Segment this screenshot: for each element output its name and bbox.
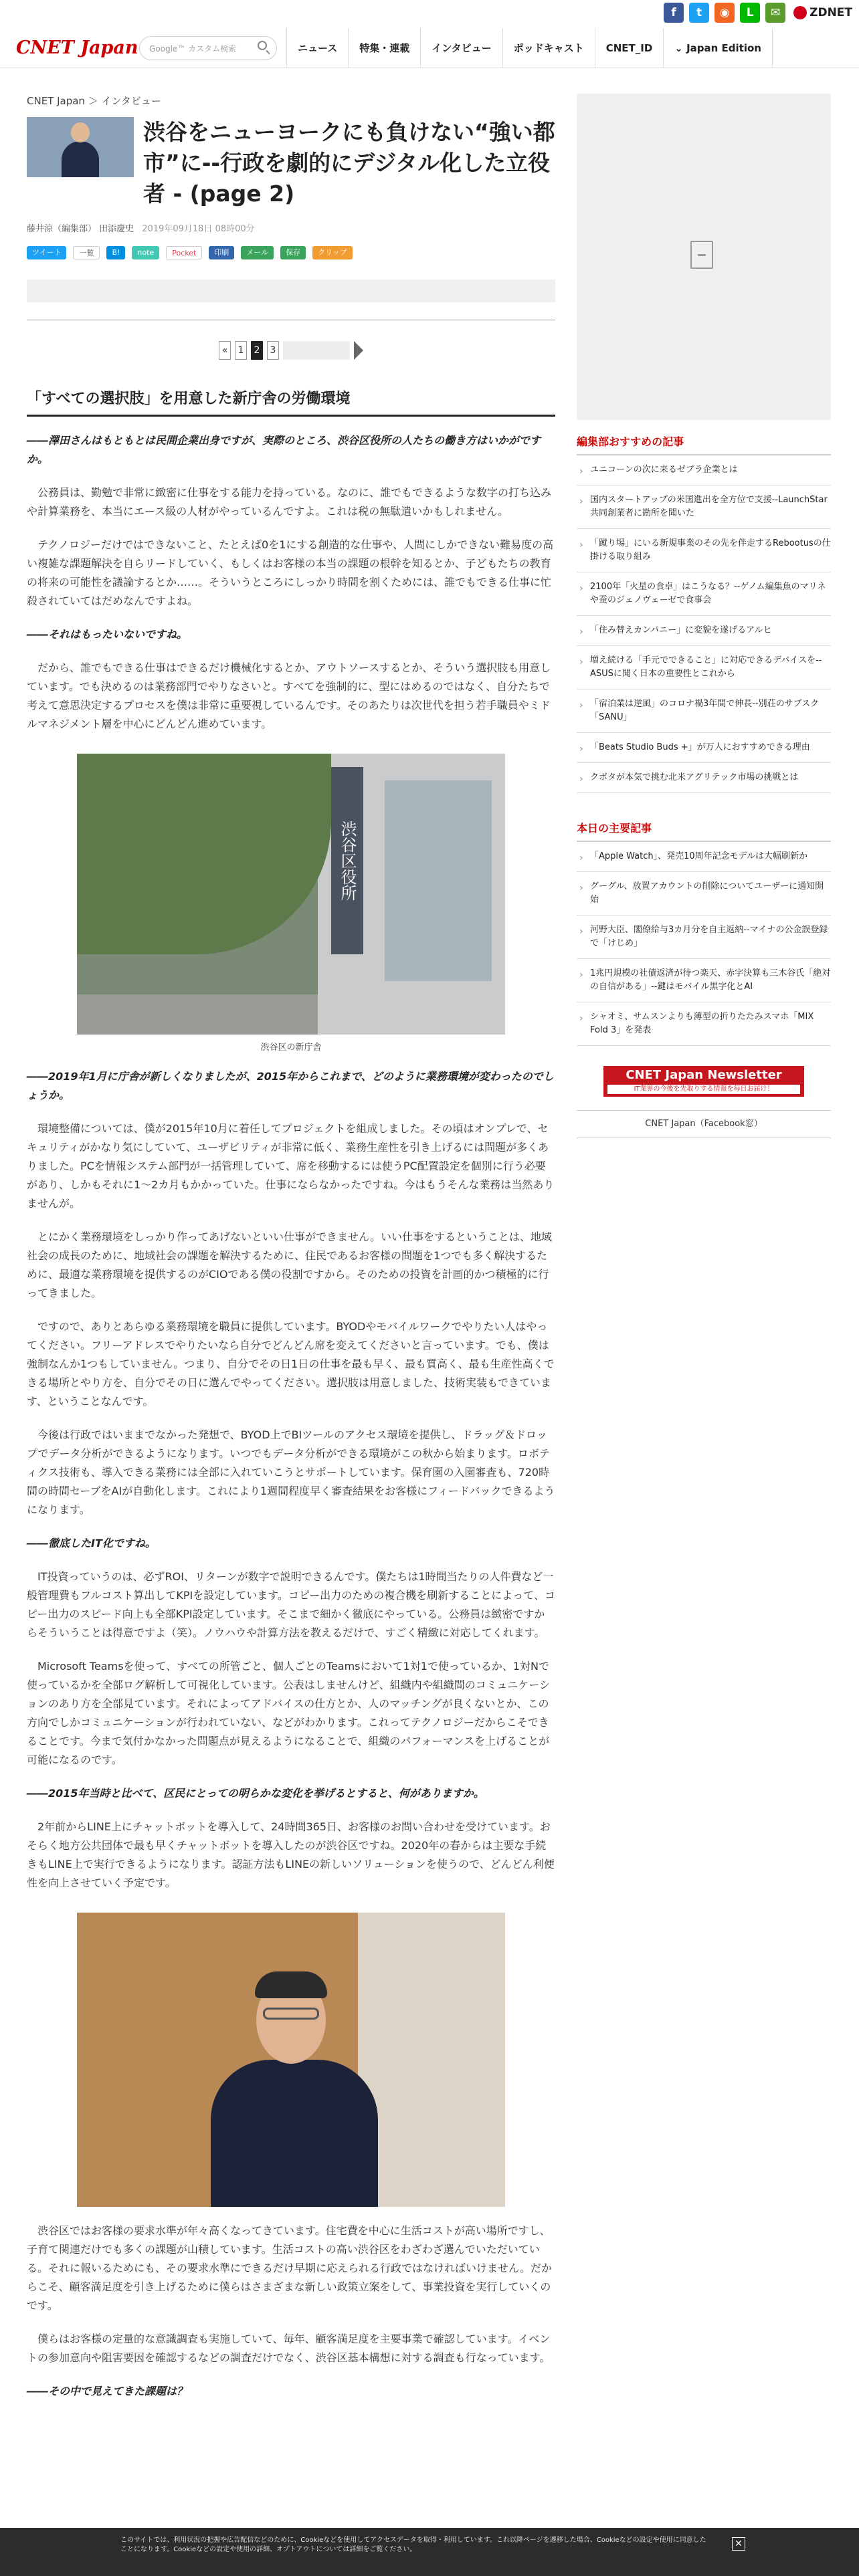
zdnet-logo-icon <box>793 6 807 19</box>
paragraph: 環境整備については、僕が2015年10月に着任してプロジェクトを組成しました。その頃はオンプレで、セキュリティがかなり気にしていて、ユーザビリティが非常に低く、業務生産性を引き上げるには問題が多くありました。PCを情報システム部門が一括管理していて、席を移動するには使うPC配置設定を個別に行う必要があり、しかもそれに1〜2カ月もかかっていた。仕事にならなかったですね。今はもうそんな業務は当然ありませんが。 <box>27 1122 555 1210</box>
paragraph: 僕らはお客様の定量的な意識調査も実施していて、毎年、顧客満足度を主要事業で確認しています。イベントの参加意向や阻害要因を確認するなどの調査だけでなく、渋谷区基本構想に対する調査も行なっています。 <box>27 2333 551 2364</box>
office-photo <box>77 754 505 1035</box>
byline <box>27 221 555 234</box>
tweet-button[interactable]: ツイート <box>27 246 66 259</box>
line-icon[interactable]: L <box>740 3 760 23</box>
question: ――その中で見えてきた課題は？ <box>27 2385 188 2397</box>
paragraph: テクノロジーだけではできないこと、たとえば0を1にする創造的な仕事や、人間にしかできない難易度の高い複雑な課題解決を自らリードしていく、もしくはお客様の本当の課題の根幹を知るとか、子どもたちの教育の将来の可能性を議論するとか……。そういうところにしっかり時間を割くためには、誰でもできる仕事に忙殺されていてはだめなんですよね。 <box>27 538 554 607</box>
save-button[interactable]: 保存 <box>280 246 306 259</box>
nav-podcast[interactable]: ポッドキャスト <box>502 28 595 68</box>
list-item[interactable]: › 「蹴り場」にいる新規事業のその先を伴走するRebootusの仕掛ける取り組み <box>577 529 831 572</box>
paragraph: 公務員は、勤勉で非常に緻密に仕事をする能力を持っている。なのに、誰でもできるような数字の打ち込みや計算業務を、本当にエース級の人材がやっているんですよ。これは税の無駄遣いかもしれません。 <box>27 486 552 518</box>
office-sign: 渋谷区役所 <box>331 767 363 954</box>
mail-button[interactable]: メール <box>241 246 274 259</box>
author[interactable]: 藤井涼（編集部） 田添慶史 <box>27 224 134 234</box>
chevron-right-icon: › <box>579 466 583 477</box>
pager-first[interactable]: « <box>219 341 231 360</box>
nav-links <box>286 28 773 68</box>
list-item[interactable]: › グーグル、放置アカウントの削除についてユーザーに通知開始 <box>577 872 831 916</box>
chevron-right-icon: › <box>579 496 583 507</box>
figure-new-office <box>77 754 505 1053</box>
sidebar-ad[interactable] <box>577 94 831 420</box>
paragraph: 2年前からLINE上にチャットボットを導入して、24時間365日、お客様のお問い合わせを受けています。おそらく地方公共団体で最も早くチャットボットを導入したのが渋谷区ですね。2020年の春からは主要な手続きもLINE上で実行できるようになります。認証方法もLINEの新しいソリューションを使うので、どんどん利便性を向上させていく予定です。 <box>27 1820 555 1889</box>
section-heading: 「すべての選択肢」を用意した新庁舎の労働環境 <box>27 387 555 417</box>
recommend-heading: 編集部おすすめの記事 <box>577 433 831 455</box>
document-icon <box>690 241 713 269</box>
list-item[interactable]: › 増え続ける「手元でできること」に対応できるデバイスを--ASUSに聞く日本の重要性とこれから <box>577 646 831 689</box>
list-item[interactable]: › 国内スタートアップの米国進出を全方位で支援--LaunchStar共同創業者に勘所を聞いた <box>577 486 831 529</box>
recommend-list <box>577 455 831 793</box>
chevron-down-icon: ⌄ <box>674 42 687 54</box>
chevron-right-icon: › <box>579 774 583 784</box>
page-title: 渋谷をニューヨークにも負けない“強い都市”に--行政を劇的にデジタル化した立役者 - (page 2) <box>143 119 555 207</box>
facebook-icon[interactable]: f <box>664 3 684 23</box>
top-stories-list <box>577 842 831 1046</box>
chevron-right-icon: › <box>579 583 583 594</box>
chevron-right-icon: › <box>579 744 583 754</box>
paragraph: だから、誰でもできる仕事はできるだけ機械化するとか、アウトソースするとか、そういう選択肢も用意しています。でも決めるのは業務部門でやりなさいと。すべてを強制的に、型にはめるのではなく、自分たちで考えて意思決定するプロセスを僕は非常に重要視しているんです。そのあたりは次世代を担う若手職員やミドルマネジメント層を中心にどんどん進めています。 <box>27 661 551 730</box>
chevron-right-icon: › <box>579 926 583 937</box>
list-item[interactable]: › 「宿泊業は逆風」のコロナ禍3年間で伸長--別荘のサブスク「SANU」 <box>577 689 831 733</box>
chevron-right-icon: › <box>579 1013 583 1024</box>
chevron-right-icon: › <box>579 627 583 637</box>
list-item[interactable]: › 1兆円規模の社債返済が待つ楽天、赤字決算も三木谷氏「絶対の自信がある」--鍵はモバイル黒字化とAI <box>577 959 831 1002</box>
chevron-right-icon: › <box>579 883 583 893</box>
article-thumbnail <box>27 117 134 177</box>
sidebar <box>577 94 831 1138</box>
list-item[interactable]: › 2100年「火星の食卓」はこうなる？--ゲノム編集魚のマリネや蚕のジェノヴェーゼで食事会 <box>577 572 831 616</box>
nav-japan-edition[interactable]: ⌄ Japan Edition <box>663 28 773 68</box>
figure-interview <box>77 1913 505 2207</box>
share-buttons <box>27 246 555 259</box>
question: ――徹底したIT化ですね。 <box>27 1537 156 1549</box>
publish-date: 2019年09月18日 08時00分 <box>142 224 255 234</box>
newsletter-subtitle: IT業界の今後を先取りする情報を毎日お届け！ <box>607 1085 800 1094</box>
list-item[interactable]: › 「住み替えカンパニー」に変貌を遂げるアルヒ <box>577 616 831 646</box>
top-stories-heading: 本日の主要記事 <box>577 820 831 842</box>
cookie-text: このサイトでは、利用状況の把握や広告配信などのために、Cookieなどを使用してアクセスデータを取得・利用しています。これ以降ページを遷移した場合、Cookieなどの設定や使用に同意したことになります。Cookieなどの設定や使用の詳細、オプトアウトについては詳細をご覧ください。 <box>120 2537 706 2553</box>
rss-icon[interactable]: ◉ <box>714 3 735 23</box>
social-links <box>664 3 852 23</box>
chevron-right-icon: › <box>579 700 583 711</box>
interview-photo <box>77 1913 505 2207</box>
chevron-right-icon: › <box>579 853 583 863</box>
ad-strip <box>27 280 555 302</box>
nav-news[interactable]: ニュース <box>286 28 348 68</box>
search-placeholder: Google™ カスタム検索 <box>149 44 237 53</box>
question: ――2015年当時と比べて、区民にとっての明らかな変化を挙げるとすると、何がありますか。 <box>27 1787 484 1800</box>
twitter-icon[interactable]: t <box>689 3 709 23</box>
chevron-right-icon: › <box>579 657 583 667</box>
top-utility-bar <box>0 0 859 28</box>
close-icon[interactable]: ✕ <box>732 2537 745 2551</box>
facebook-tab[interactable]: CNET Japan（Facebook窓） <box>577 1110 831 1138</box>
pager-page-1[interactable]: 1 <box>235 341 247 360</box>
list-item[interactable]: › 河野大臣、閣僚給与3カ月分を自主返納--マイナの公金誤登録で「けじめ」 <box>577 916 831 959</box>
paragraph: ですので、ありとあらゆる業務環境を職員に提供しています。BYODやモバイルワークでやりたい人はやってください。フリーアドレスでやりたいなら自分でどんどん席を変えてくださいと言っています。でも、僕は強制なんか1つもしていません。つまり、自分でその日1日の仕事を最も早く、最も質高く、最も生産性高くできる場所とやり方を、自分でその日に選んでやってください。選択肢は用意しました、技術実装もできています、ということなんです。 <box>27 1320 555 1408</box>
next-arrow-icon[interactable] <box>354 341 363 360</box>
print-button[interactable]: 印刷 <box>209 246 234 259</box>
question: ――澤田さんはもともとは民間企業出身ですが、実際のところ、渋谷区役所の人たちの働き方はいかがですか。 <box>27 434 541 465</box>
search-icon[interactable] <box>258 41 267 50</box>
zdnet-link[interactable]: ZDNET <box>793 6 852 19</box>
paragraph: IT投資っていうのは、必ずROI、リターンが数字で説明できるんです。僕たちは1時間当たりの人件費など一般管理費もフルコスト算出してKPIを設定しています。コピー出力のための複合機を刷新することによって、コピー出力のスピード向上も全部KPI設定しています。そこまで細かく徹底にやっている。公務員は緻密ですからそういうことは得意ですよ（笑）。ノウハウや計算方法を教えるだけで、すごく精緻に対応してくれます。 <box>27 1570 555 1639</box>
hatena-button[interactable]: B! <box>106 246 125 259</box>
newsletter-banner[interactable] <box>603 1066 804 1097</box>
list-item[interactable]: › シャオミ、サムスンよりも薄型の折りたたみスマホ「MIX Fold 3」を発表 <box>577 1002 831 1046</box>
list-item[interactable]: › 「Beats Studio Buds +」が万人におすすめできる理由 <box>577 733 831 763</box>
pagination <box>27 340 555 360</box>
list-item[interactable]: › クボタが本気で挑む北米アグリテック市場の挑戦とは <box>577 763 831 793</box>
paragraph: 今後は行政ではいままでなかった発想で、BYOD上でBIツールのアクセス環境を提供し、ドラッグ＆ドロップでデータ分析ができるようになります。いつでもデータ分析ができる環境がこの秋から始まります。ロボティクス技術も、導入できる業務には全部に入れていこうとサポートしています。保育園の入園審査も、720時間の時間セーブをAIが自動化します。これにより1週間程度早く審査結果をお客様にフィードバックできるようになります。 <box>27 1428 555 1516</box>
pocket-button[interactable]: Pocket <box>166 246 202 259</box>
list-button[interactable]: 一覧 <box>73 246 100 259</box>
chevron-right-icon: › <box>579 540 583 550</box>
main-navigation <box>0 28 859 68</box>
question: ――それはもったいないですね。 <box>27 628 188 641</box>
breadcrumb[interactable]: CNET Japan ＞ インタビュー <box>27 95 161 107</box>
pager-page-3[interactable]: 3 <box>267 341 279 360</box>
paragraph: 渋谷区ではお客様の要求水準が年々高くなってきています。住宅費を中心に生活コストが高い場所ですし、子育て関連だけでも多くの課題が山積しています。生活コストの高い渋谷区をわざわざ選んでいただいている。それに報いるためにも、その要求水準にできるだけ早期に応えられる行政ではなければいけません。だからこそ、顧客満足度を引き上げるために僕らはさまざまな新しい政策立案をして、事業投資を実行していくのです。 <box>27 2224 552 2312</box>
note-button[interactable]: note <box>132 246 159 259</box>
paragraph: とにかく業務環境をしっかり作ってあげないといい仕事ができません。いい仕事をするということは、地域社会の成長のために、地域社会の課題を解決するために、住民であるお客様の問題を1つでも多く解決するために、最適な業務環境を提供するのがCIOである僕の役割ですから。そのための投資を計画的かつ積極的に行ってきました。 <box>27 1230 552 1299</box>
question: ――2019年1月に庁舎が新しくなりましたが、2015年からこれまで、どのように業務環境が変わったのでしょうか。 <box>27 1070 554 1101</box>
paragraph: Microsoft Teamsを使って、すべての所管ごと、個人ごとのTeamsにおいて1対1で使っているか、1対Nで使っているかを全部ログ解析して可視化しています。公表はしませんけど、組織内や組織間のコミュニケーションのあり方を全部見ています。それによってアドバイスの仕方とか、人のマッチングが良くないとか、この方向でしかコミュニケーションが行われていない、などがわかります。これってテクノロジーだからこそできることです。今まで気付かなかった問題点が見えるようになることで、組織のパフォーマンスを上げることが可能になるのです。 <box>27 1660 551 1766</box>
pager-page-2: 2 <box>251 341 263 360</box>
nav-features[interactable]: 特集・連載 <box>348 28 420 68</box>
article-column <box>27 94 555 2401</box>
site-logo[interactable]: CNET Japan <box>16 37 138 58</box>
cookie-banner <box>0 2528 859 2576</box>
newsletter-title: CNET Japan Newsletter <box>626 1068 782 1082</box>
nav-cnet-id[interactable]: CNET_ID <box>595 28 664 68</box>
clip-button[interactable]: クリップ <box>312 246 353 259</box>
nav-interview[interactable]: インタビュー <box>420 28 502 68</box>
figure-caption: 渋谷区の新庁舎 <box>260 1043 322 1053</box>
chevron-right-icon: › <box>579 970 583 980</box>
list-item[interactable]: › ユニコーンの次に来るゼブラ企業とは <box>577 455 831 486</box>
search-input[interactable] <box>139 36 277 60</box>
mail-icon[interactable]: ✉ <box>765 3 785 23</box>
pager-progress <box>283 341 350 360</box>
list-item[interactable]: › 「Apple Watch」、発売10周年記念モデルは大幅刷新か <box>577 842 831 872</box>
